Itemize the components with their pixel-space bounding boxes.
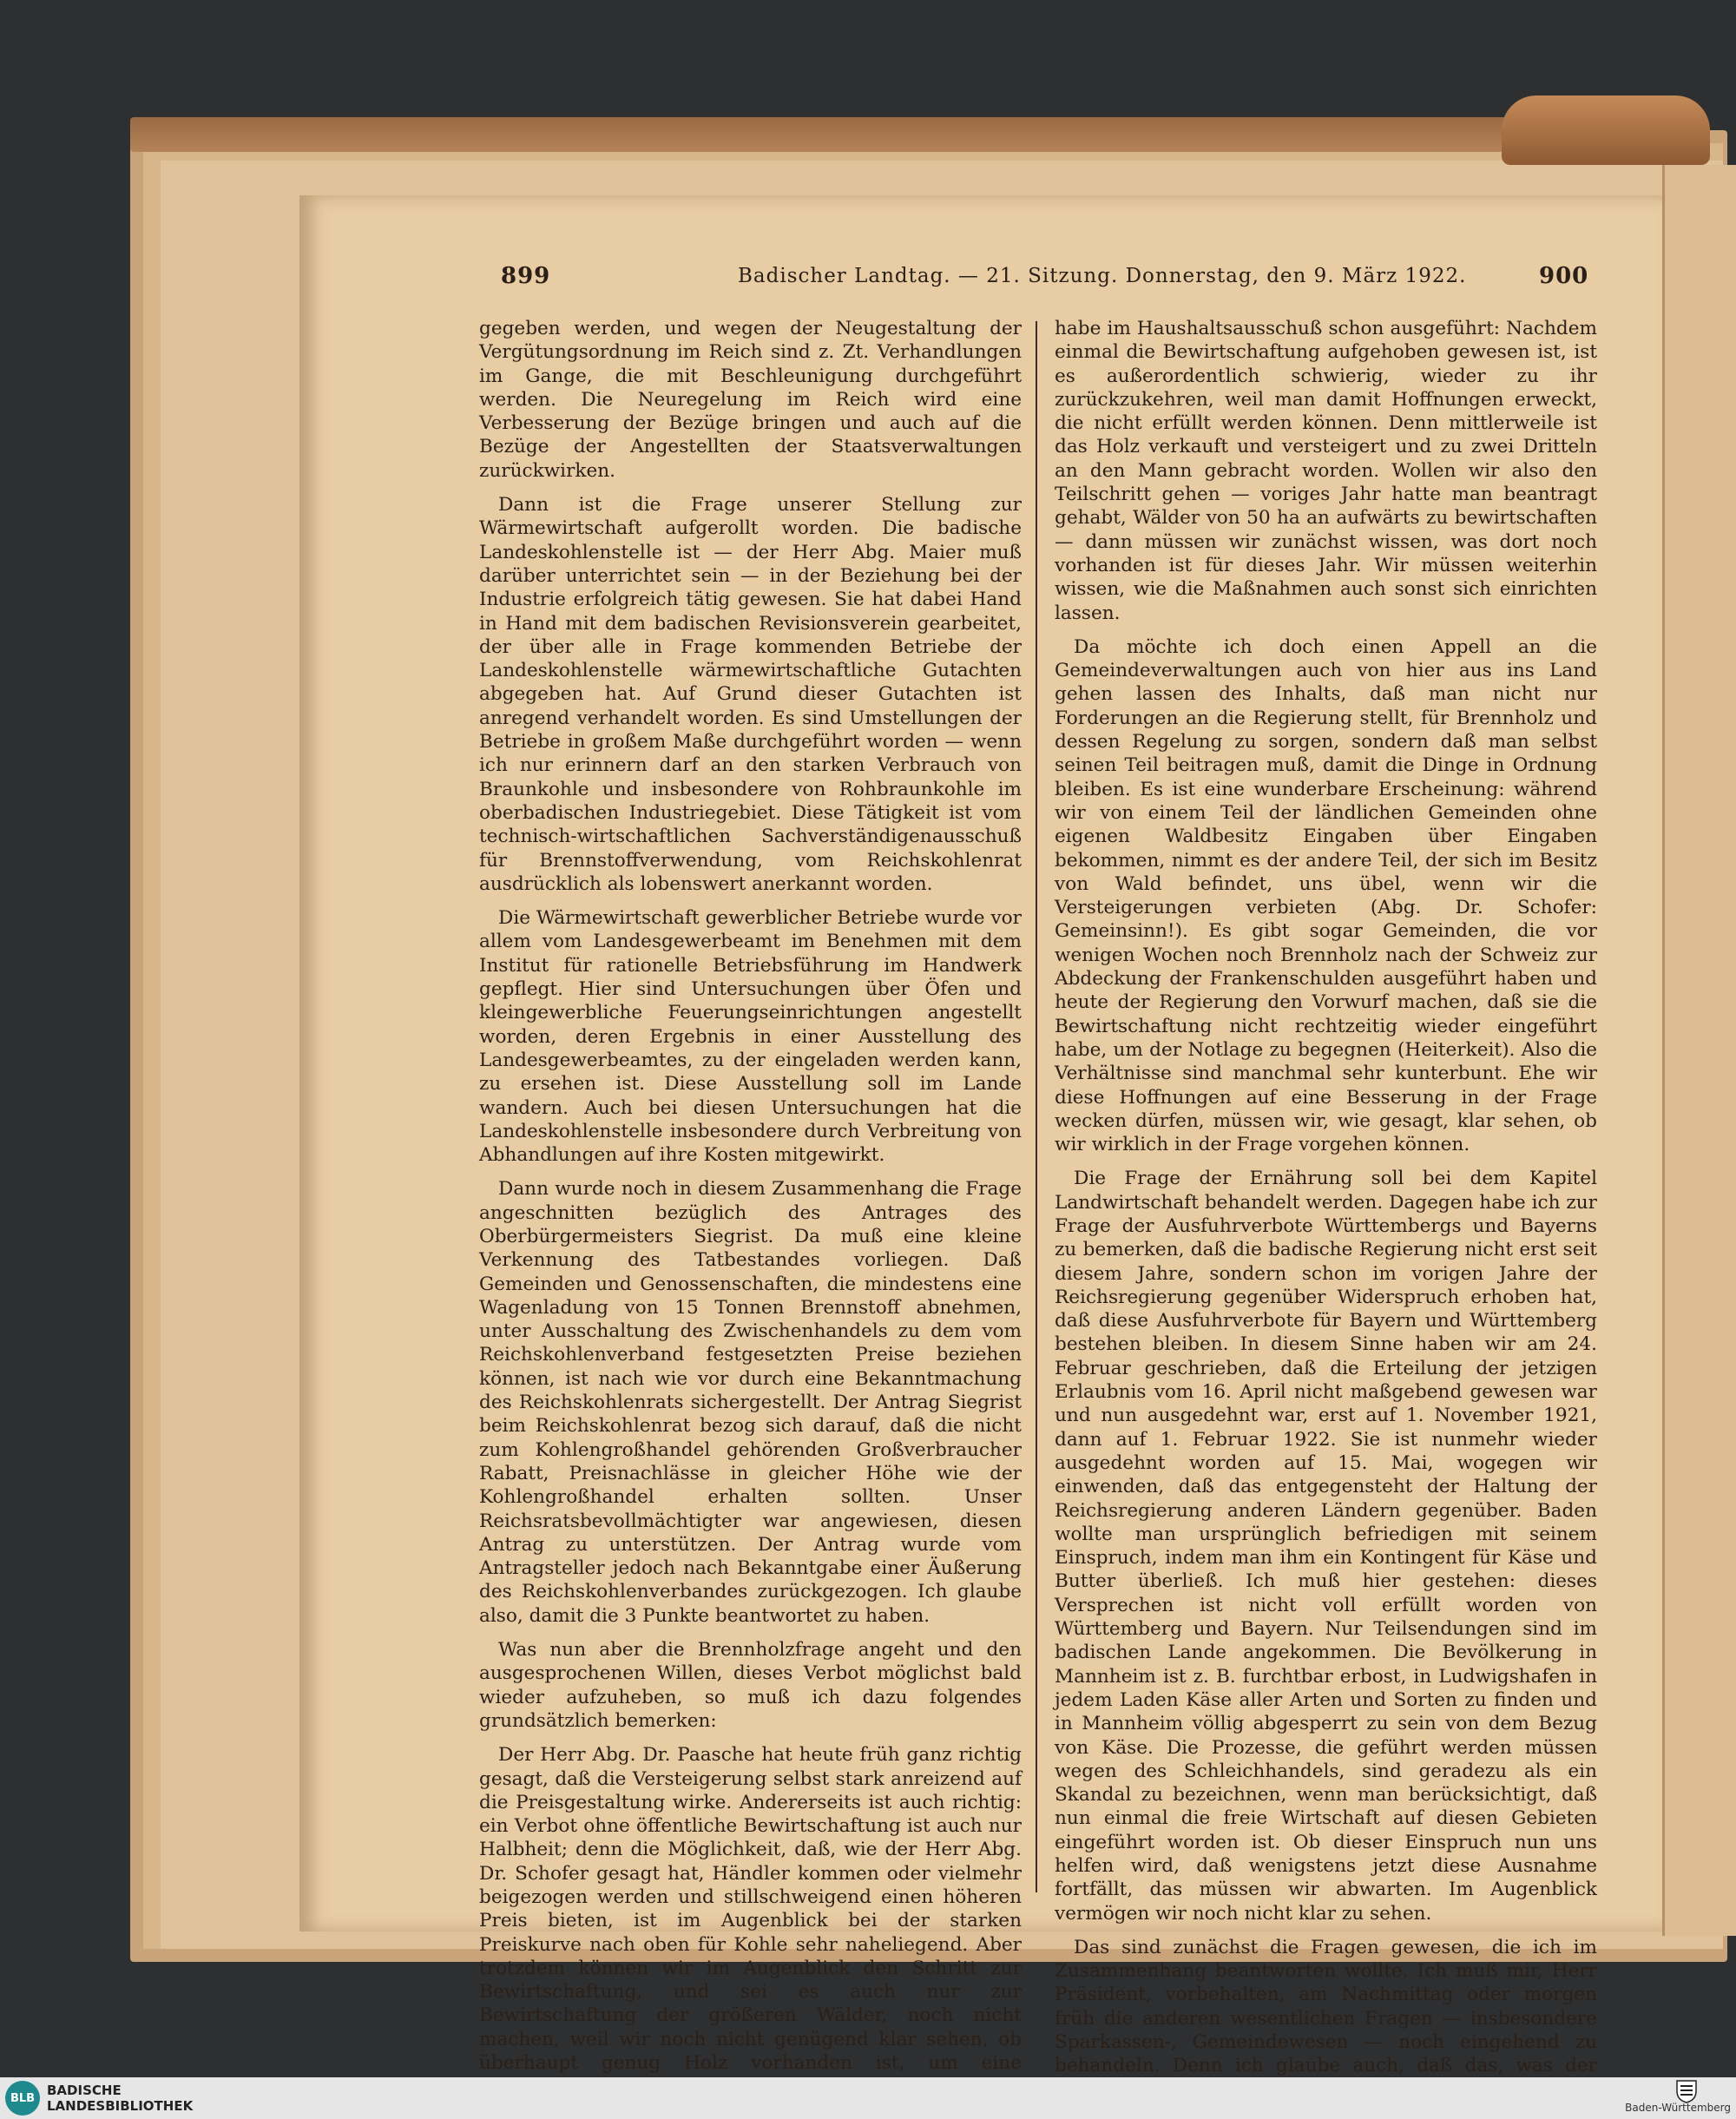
right-column [1055, 317, 1597, 2112]
paragraph: habe im Haushaltsausschuß schon ausgeführt: Nachdem einmal die Bewirtschaftung aufgehoben gewesen ist, ist es außerordentlich schwierig, wieder zu ihr zurückzukehren, weil man damit Hoffnungen erweckt, die nicht erfüllt werden können. Denn mittlerweile ist das Holz verkauft und versteigert und zu zwei Dritteln an den Mann gebracht worden. Wollen wir also den Teilschritt gehen — voriges Jahr hatte man beantragt gehabt, Wälder von 50 ha an aufwärts zu bewirtschaften — dann müssen wir zunächst wissen, was dort noch vorhanden ist für dieses Jahr. Wir müssen weiterhin wissen, wie die Maßnahmen auch sonst sich einrichten lassen. [1055, 318, 1597, 624]
page-number-right: 900 [1539, 263, 1589, 289]
library-name-line1: BADISCHE [47, 2083, 122, 2098]
blb-logo[interactable]: BLB [5, 2081, 40, 2116]
state-name: Baden-Württemberg [1625, 2102, 1731, 2114]
paragraph: Was nun aber die Brennholzfrage angeht und den ausgesprochenen Willen, dieses Verbot möglichst bald wieder aufzuheben, so muß ich dazu folgendes grundsätzlich bemerken: [479, 1639, 1022, 1732]
coat-of-arms-icon [1675, 2079, 1698, 2103]
viewer-footer [0, 2077, 1736, 2119]
facing-page-edge [1662, 165, 1736, 1936]
page-header [299, 263, 1662, 306]
paragraph: Da möchte ich doch einen Appell an die Gemeindeverwaltungen auch von hier aus ins Land gehen lassen des Inhalts, daß man nicht nur Forderungen an die Regierung stellt, für Brennholz und dessen Regelung zu sorgen, sondern daß man selbst seinen Teil beitragen muß, damit die Dinge in Ordnung bleiben. Es ist eine wunderbare Erscheinung: während wir von einem Teil der ländlichen Gemeinden ohne eigenen Waldbesitz Eingaben über Eingaben bekommen, nimmt es der andere Teil, der sich im Besitz von Wald befindet, uns übel, wenn wir die Versteigerungen verbieten (Abg. Dr. Schofer: Gemeinsinn!). Es gibt sogar Gemeinden, die vor wenigen Wochen noch Brennholz nach der Schweiz zur Abdeckung der Frankenschulden ausgeführt haben und heute der Regierung den Vorwurf machen, daß sie die Bewirtschaftung nicht rechtzeitig wieder eingeführt habe, um der Notlage zu begegnen (Heiterkeit). Also die Verhältnisse sind manchmal sehr kunterbunt. Ehe wir diese Hoffnungen auf eine Besserung in der Frage wecken dürfen, müssen wir, wie gesagt, klar sehen, ob wir wirklich in der Frage vorgehen können. [1055, 635, 1597, 1156]
paragraph: Die Frage der Ernährung soll bei dem Kapitel Landwirtschaft behandelt werden. Dagegen habe ich zur Frage der Ausfuhrverbote Württembergs und Bayerns zu bemerken, daß die badische Regierung nicht erst seit diesem Jahre, sondern schon im vorigen Jahre der Reichsregierung gegenüber Widerspruch erhoben hat, daß diese Ausfuhrverbote für Bayern und Württemberg bestehen bleiben. In diesem Sinne haben wir am 24. Februar geschrieben, daß die Erteilung der jetzigen Erlaubnis vom 16. April nicht maßgebend gewesen war und nun ausgedehnt war, erst auf 1. November 1921, dann auf 1. Februar 1922. Sie ist nunmehr wieder ausgedehnt worden auf 15. Mai, wogegen wir einwenden, daß das entgegensteht der Haltung der Reichsregierung anderen Ländern gegenüber. Baden wollte man ursprünglich befriedigen mit seinem Einspruch, indem man ihm ein Kontingent für Käse und Butter überließ. Ich muß hier gestehen: dieses Versprechen ist nicht voll erfüllt worden von Württemberg und Bayern. Nur Teilsendungen sind im badischen Lande angekommen. Die Bevölkerung in Mannheim ist z. B. furchtbar erbost, in Ludwigshafen in jedem Laden Käse aller Arten und Sorten zu finden und in Mannheim völlig abgesperrt zu sein von dem Bezug von Käse. Die Prozesse, die geführt werden müssen wegen des Schleichhandels, sind geradezu als ein Skandal zu bezeichnen, wenn man berücksichtigt, daß nun einmal die freie Wirtschaft auf diesen Gebieten eingeführt worden ist. Ob dieser Einspruch nun uns helfen wird, daß wenigstens jetzt diese Ausnahme fortfällt, das müssen wir abwarten. Im Augenblick vermögen wir noch nicht klar zu sehen. [1055, 1168, 1597, 1925]
paragraph: Das sind zunächst die Fragen gewesen, die ich im Zusammenhang beantworten wollte. Ich muß mir, Herr Präsident, vorbehalten, am Nachmittag oder morgen früh die anderen wesentlichen Fragen — insbesondere Sparkassen-, Gemeindewesen — noch eingehend zu behandeln. Denn ich glaube auch, daß das, was der [1055, 1936, 1597, 2077]
paragraph: Dann ist die Frage unserer Stellung zur Wärmewirtschaft aufgerollt worden. Die badische Landeskohlenstelle ist — der Herr Abg. Maier muß darüber unterrichtet sein — in der Beziehung bei der Industrie erfolgreich tätig gewesen. Sie hat dabei Hand in Hand mit dem badischen Revisionsverein gearbeitet, der über alle in Frage kommenden Betriebe der Landeskohlenstelle wärmewirtschaftliche Gutachten abgegeben hat. Auf Grund dieser Gutachten ist anregend verhandelt worden. Es sind Umstellungen der Betriebe in großem Maße durchgeführt worden — wenn ich nur erinnern darf an den starken Verbrauch von Braunkohle und insbesondere von Rohbraunkohle im oberbadischen Industriegebiet. Diese Tätigkeit ist vom technisch-wirtschaftlichen Sachverständigenausschuß für Brennstoffverwendung, vom Reichskohlenrat ausdrücklich als lobenswert anerkannt worden. [479, 494, 1022, 895]
library-name [47, 2083, 193, 2114]
paragraph: Dann wurde noch in diesem Zusammenhang die Frage angeschnitten bezüglich des Antrages des Oberbürgermeisters Siegrist. Da muß eine kleine Verkennung des Tatbestandes vorliegen. Daß Gemeinden und Genossenschaften, die mindestens eine Wagenladung von 15 Tonnen Brennstoff abnehmen, unter Ausschaltung des Zwischenhandels zu dem vom Reichskohlenverband festgesetzten Preise beziehen können, ist nach wie vor durch eine Bekanntmachung des Reichskohlenrats sichergestellt. Der Antrag Siegrist beim Reichskohlenrat bezog sich darauf, daß die nicht zum Kohlengroßhandel gehörenden Großverbraucher Rabatt, Preisnachlässe in gleicher Höhe wie der Kohlengroßhandel erhalten sollten. Unser Reichsratsbevollmächtigter war angewiesen, diesen Antrag zu unterstützen. Der Antrag wurde vom Antragsteller jedoch nach Bekanntgabe einer Äußerung des Reichskohlenverbandes zurückgezogen. Ich glaube also, damit die 3 Punkte beantwortet zu haben. [479, 1178, 1022, 1627]
running-head: Badischer Landtag. — 21. Sitzung. Donnerstag, den 9. März 1922. [738, 265, 1467, 287]
book-top-edge [130, 117, 1580, 152]
paragraph: Der Herr Abg. Dr. Paasche hat heute früh ganz richtig gesagt, daß die Versteigerung selbst stark anreizend auf die Preisgestaltung wirke. Andererseits ist auch richtig: ein Verbot ohne öffentliche Bewirtschaftung ist auch nur Halbheit; denn die Möglichkeit, daß, wie der Herr Abg. Dr. Schofer gesagt hat, Händler kommen oder vielmehr beigezogen werden und stillschweigend einen höheren Preis bieten, ist im Augenblick bei der starken Preiskurve nach oben für Kohle sehr naheliegend. Aber trotzdem können wir im Augenblick den Schritt zur Bewirtschaftung, und sei es auch nur zur Bewirtschaftung der größeren Wälder, noch nicht machen, weil wir noch nicht genügend klar sehen, ob überhaupt genug Holz vorhanden ist, um eine [479, 1744, 1022, 2075]
column-divider [1036, 321, 1037, 1892]
left-column [479, 317, 1022, 2109]
paragraph: gegeben werden, und wegen der Neugestaltung der Vergütungsordnung im Reich sind z. Zt. Verhandlungen im Gange, die mit Beschleunigung durchgeführt werden. Die Neuregelung im Reich wird eine Verbesserung der Bezüge bringen und auch auf die Bezüge der Angestellten der Staatsverwaltungen zurückwirken. [479, 318, 1022, 482]
bookmark-ribbon [1502, 95, 1710, 165]
library-name-line2: LANDESBIBLIOTHEK [47, 2098, 194, 2114]
document-page [299, 195, 1662, 2077]
page-number-left: 899 [501, 263, 551, 289]
paragraph: Die Wärmewirtschaft gewerblicher Betriebe wurde vor allem vom Landesgewerbeamt im Benehmen mit dem Institut für rationelle Betriebsführung im Handwerk gepflegt. Hier sind Untersuchungen über Öfen und kleingewerbliche Feuerungseinrichtungen angestellt worden, deren Ergebnis in einer Ausstellung des Landesgewerbeamtes, zu der eingeladen werden kann, zu ersehen ist. Diese Ausstellung soll im Lande wandern. Auch bei diesen Untersuchungen hat die Landeskohlenstelle insbesondere durch Verbreitung von Abhandlungen auf ihre Kosten mitgewirkt. [479, 907, 1022, 1167]
